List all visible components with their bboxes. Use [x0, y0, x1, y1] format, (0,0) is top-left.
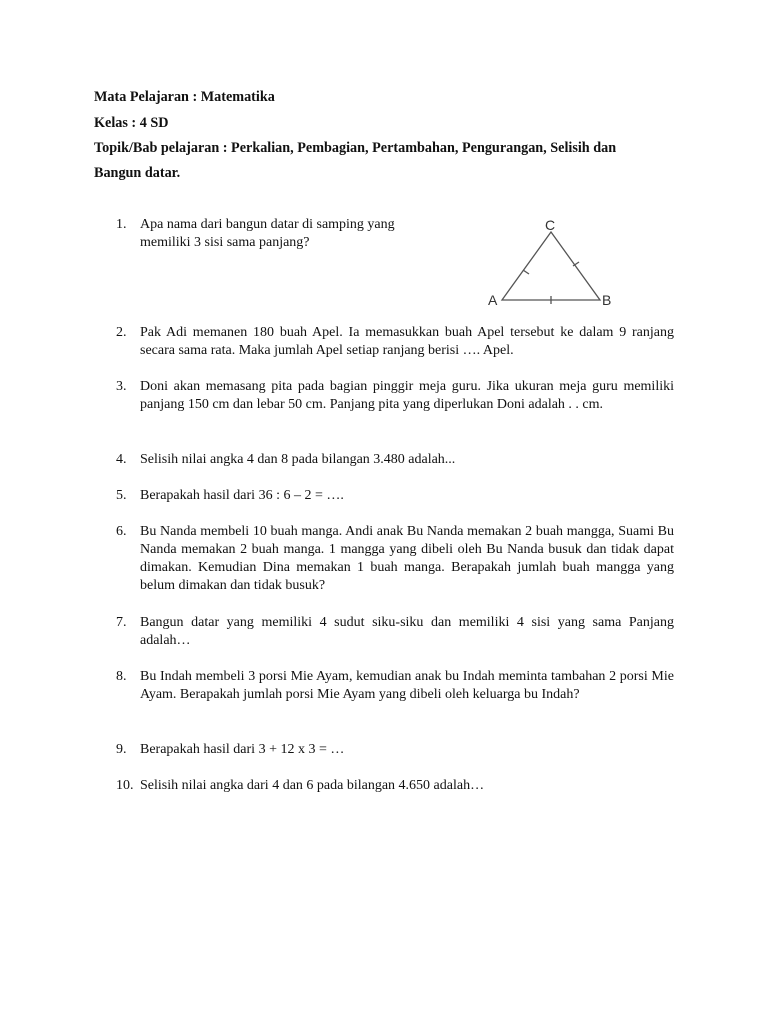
- question-text: Apa nama dari bangun datar di samping yang memiliki 3 sisi sama panjang?: [140, 217, 395, 250]
- question-number: 6.: [116, 524, 127, 539]
- question-text: Bu Indah membeli 3 porsi Mie Ayam, kemudian anak bu Indah meminta tambahan 2 porsi Mie Ayam. Berapakah jumlah porsi Mie Ayam yang dibeli oleh keluarga bu Indah?: [140, 669, 674, 702]
- question-text: Selisih nilai angka dari 4 dan 6 pada bilangan 4.650 adalah…: [140, 778, 485, 793]
- question-text: Berapakah hasil dari 36 : 6 – 2 = ….: [140, 488, 344, 503]
- question-5: [116, 487, 674, 505]
- equilateral-triangle-figure: [480, 212, 620, 312]
- question-number: 10.: [116, 778, 134, 793]
- question-text: Pak Adi memanen 180 buah Apel. Ia memasukkan buah Apel tersebut ke dalam 9 ranjang secara sama rata. Maka jumlah Apel setiap ranjang berisi …. Apel.: [140, 325, 674, 358]
- question-text: Selisih nilai angka 4 dan 8 pada bilangan 3.480 adalah...: [140, 452, 456, 467]
- question-number: 3.: [116, 379, 127, 394]
- question-number: 7.: [116, 615, 127, 630]
- vertex-label-c: C: [545, 217, 556, 233]
- question-9: [116, 741, 674, 759]
- topic-heading-line2: Bangun datar.: [94, 165, 181, 181]
- question-text: Bu Nanda membeli 10 buah manga. Andi anak Bu Nanda memakan 2 buah mangga, Suami Bu Nanda memakan 2 buah manga. 1 mangga yang dibeli oleh Bu Nanda busuk dan tidak dapat dimakan. Kemudian Dina memakan 1 buah manga. Berapakah jumlah buah mangga yang belum dimakan dan tidak busuk?: [140, 524, 674, 593]
- question-number: 1.: [116, 217, 127, 232]
- question-7: [116, 614, 674, 650]
- question-number: 8.: [116, 669, 127, 684]
- question-3: [116, 378, 674, 414]
- grade-heading: Kelas : 4 SD: [94, 115, 169, 131]
- question-4: [116, 451, 674, 469]
- question-number: 5.: [116, 488, 127, 503]
- vertex-label-b: B: [602, 292, 612, 308]
- triangle-svg: [480, 212, 620, 312]
- question-6: [116, 523, 674, 595]
- topic-heading-line1: Topik/Bab pelajaran : Perkalian, Pembagian, Pertambahan, Pengurangan, Selisih dan: [94, 140, 617, 156]
- question-10: [116, 777, 674, 795]
- question-text: Doni akan memasang pita pada bagian pinggir meja guru. Jika ukuran meja guru memiliki panjang 150 cm dan lebar 50 cm. Panjang pita yang diperlukan Doni adalah . . cm.: [140, 379, 674, 412]
- vertex-label-a: A: [488, 292, 498, 308]
- question-number: 4.: [116, 452, 127, 467]
- question-number: 2.: [116, 325, 127, 340]
- question-number: 9.: [116, 742, 127, 757]
- question-2: [116, 324, 674, 360]
- question-text: Berapakah hasil dari 3 + 12 x 3 = …: [140, 742, 345, 757]
- question-text: Bangun datar yang memiliki 4 sudut siku-siku dan memiliki 4 sisi yang sama Panjang adalah…: [140, 615, 674, 648]
- subject-heading: Mata Pelajaran : Matematika: [94, 89, 275, 105]
- question-8: [116, 668, 674, 704]
- tick-mark-ac: [523, 270, 529, 274]
- triangle-shape: [502, 232, 600, 300]
